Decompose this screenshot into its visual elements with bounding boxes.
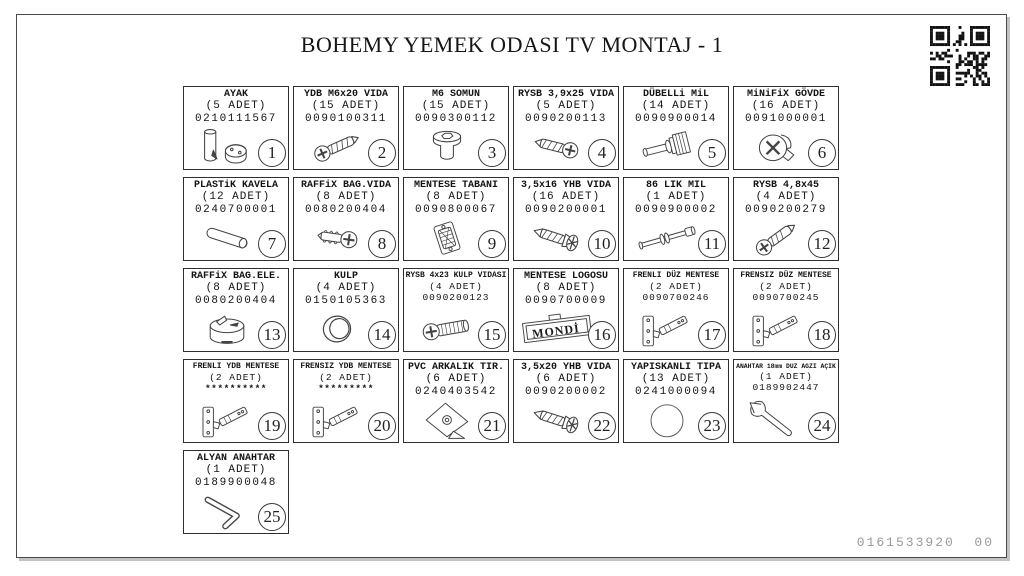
qr-code-icon bbox=[930, 26, 990, 86]
part-code: 0090200001 bbox=[524, 203, 607, 216]
part-cell bbox=[293, 268, 399, 352]
part-cell bbox=[623, 86, 729, 170]
part-illustration bbox=[407, 126, 487, 168]
part-number-badge: 3 bbox=[478, 139, 506, 167]
part-cell bbox=[733, 268, 839, 352]
part-code: 0210111567 bbox=[194, 112, 277, 125]
part-qty: (1 ADET) bbox=[759, 371, 813, 382]
part-name: MENTESE LOGOSU bbox=[523, 271, 608, 282]
part-cell bbox=[183, 86, 289, 170]
part-number-badge: 25 bbox=[258, 503, 286, 531]
part-number-badge: 8 bbox=[368, 230, 396, 258]
part-illustration bbox=[297, 308, 377, 350]
part-qty: (6 ADET) bbox=[425, 373, 487, 385]
part-cell bbox=[733, 86, 839, 170]
part-code: 0090200113 bbox=[524, 112, 607, 125]
part-qty: (2 ADET) bbox=[759, 281, 813, 292]
part-illustration bbox=[627, 399, 707, 441]
part-name: 3,5x20 YHB VIDA bbox=[520, 362, 611, 373]
part-qty: (8 ADET) bbox=[535, 282, 597, 294]
part-illustration bbox=[187, 126, 267, 168]
part-illustration bbox=[737, 217, 817, 259]
part-number-badge: 23 bbox=[698, 412, 726, 440]
part-cell bbox=[183, 268, 289, 352]
part-qty: (8 ADET) bbox=[315, 191, 377, 203]
part-qty: (4 ADET) bbox=[755, 191, 817, 203]
part-number-badge: 16 bbox=[588, 321, 616, 349]
part-cell bbox=[623, 177, 729, 261]
page-title: BOHEMY YEMEK ODASI TV MONTAJ - 1 bbox=[300, 32, 724, 57]
part-code: ********* bbox=[318, 383, 374, 394]
part-cell bbox=[183, 359, 289, 443]
part-code: 0090200279 bbox=[744, 203, 827, 216]
parts-grid bbox=[183, 86, 839, 534]
doc-number: 0161533920 00 bbox=[856, 535, 994, 550]
part-illustration bbox=[517, 126, 597, 168]
part-qty: (5 ADET) bbox=[205, 100, 267, 112]
part-name: PVC ARKALIK TIR. bbox=[407, 362, 504, 373]
part-illustration bbox=[627, 126, 707, 168]
part-number-badge: 20 bbox=[368, 412, 396, 440]
part-cell bbox=[623, 268, 729, 352]
part-code: 0090700009 bbox=[524, 294, 607, 307]
part-qty: (2 ADET) bbox=[319, 372, 373, 383]
part-name: 86 LIK MIL bbox=[645, 180, 706, 191]
part-illustration bbox=[517, 399, 597, 441]
part-qty: (1 ADET) bbox=[645, 191, 707, 203]
part-code: 0090900014 bbox=[634, 112, 717, 125]
part-cell bbox=[403, 86, 509, 170]
part-cell bbox=[733, 359, 839, 443]
part-qty: (16 ADET) bbox=[751, 100, 821, 112]
part-number-badge: 7 bbox=[258, 230, 286, 258]
part-illustration bbox=[407, 399, 487, 441]
part-name: RYSB 3,9x25 VIDA bbox=[517, 89, 614, 100]
part-cell bbox=[733, 177, 839, 261]
part-number-badge: 1 bbox=[258, 139, 286, 167]
part-code: 0090200123 bbox=[422, 292, 490, 303]
part-name: MENTESE TABANI bbox=[413, 180, 498, 191]
part-name: 3,5x16 YHB VIDA bbox=[520, 180, 611, 191]
part-cell bbox=[513, 268, 619, 352]
part-qty: (14 ADET) bbox=[641, 100, 711, 112]
part-cell bbox=[513, 177, 619, 261]
part-cell bbox=[183, 450, 289, 534]
part-name: ANAHTAR 18mm DUZ AGZI AÇIK bbox=[736, 363, 836, 370]
part-illustration bbox=[187, 308, 267, 350]
part-number-badge: 12 bbox=[808, 230, 836, 258]
part-qty: (4 ADET) bbox=[315, 282, 377, 294]
part-qty: (5 ADET) bbox=[535, 100, 597, 112]
part-number-badge: 13 bbox=[258, 321, 286, 349]
part-code: ********** bbox=[204, 383, 267, 394]
part-illustration bbox=[737, 399, 817, 441]
part-number-badge: 17 bbox=[698, 321, 726, 349]
part-code: 0090300112 bbox=[414, 112, 497, 125]
part-number-badge: 6 bbox=[808, 139, 836, 167]
part-number-badge: 22 bbox=[588, 412, 616, 440]
part-qty: (6 ADET) bbox=[535, 373, 597, 385]
logo-plate-text: MONDİ bbox=[531, 321, 581, 341]
part-code: 0090900002 bbox=[634, 203, 717, 216]
part-illustration bbox=[407, 308, 487, 350]
part-number-badge: 9 bbox=[478, 230, 506, 258]
part-cell bbox=[293, 177, 399, 261]
part-qty: (2 ADET) bbox=[209, 372, 263, 383]
part-cell bbox=[513, 359, 619, 443]
part-illustration bbox=[627, 308, 707, 350]
part-number-badge: 19 bbox=[258, 412, 286, 440]
part-illustration bbox=[517, 217, 597, 259]
part-cell bbox=[513, 86, 619, 170]
part-qty: (15 ADET) bbox=[311, 100, 381, 112]
part-illustration bbox=[627, 217, 707, 259]
part-number-badge: 4 bbox=[588, 139, 616, 167]
part-number-badge: 21 bbox=[478, 412, 506, 440]
part-cell bbox=[293, 359, 399, 443]
part-number-badge: 5 bbox=[698, 139, 726, 167]
part-qty: (16 ADET) bbox=[531, 191, 601, 203]
part-code: 0090800067 bbox=[414, 203, 497, 216]
part-name: FRENSIZ YDB MENTESE bbox=[300, 362, 392, 371]
part-number-badge: 18 bbox=[808, 321, 836, 349]
part-code: 0090200002 bbox=[524, 385, 607, 398]
part-illustration bbox=[297, 399, 377, 441]
part-name: YAPISKANLI TIPA bbox=[630, 362, 721, 373]
part-qty: (2 ADET) bbox=[649, 281, 703, 292]
part-name: FRENSIZ DÜZ MENTESE bbox=[740, 271, 832, 280]
part-code: 0189900048 bbox=[194, 476, 277, 489]
part-name: M6 SOMUN bbox=[431, 89, 480, 100]
part-qty: (12 ADET) bbox=[201, 191, 271, 203]
part-qty: (15 ADET) bbox=[421, 100, 491, 112]
part-number-badge: 24 bbox=[808, 412, 836, 440]
part-code: 0241000094 bbox=[634, 385, 717, 398]
part-number-badge: 10 bbox=[588, 230, 616, 258]
part-qty: (8 ADET) bbox=[425, 191, 487, 203]
part-illustration bbox=[187, 399, 267, 441]
part-code: 0189902447 bbox=[752, 382, 820, 393]
part-name: RYSB 4x23 KULP VIDASI bbox=[405, 271, 507, 280]
part-illustration bbox=[737, 308, 817, 350]
part-cell bbox=[623, 359, 729, 443]
part-name: RAFFiX BAG.ELE. bbox=[190, 271, 281, 282]
part-number-badge: 14 bbox=[368, 321, 396, 349]
part-name: FRENLI DÜZ MENTESE bbox=[632, 271, 720, 280]
part-code: 0091000001 bbox=[744, 112, 827, 125]
part-code: 0090100311 bbox=[304, 112, 387, 125]
part-name: DÜBELLi MiL bbox=[642, 89, 709, 100]
part-cell bbox=[403, 177, 509, 261]
part-code: 0240403542 bbox=[414, 385, 497, 398]
part-name: KULP bbox=[333, 271, 358, 282]
part-cell bbox=[183, 177, 289, 261]
part-number-badge: 15 bbox=[478, 321, 506, 349]
part-qty: (8 ADET) bbox=[205, 282, 267, 294]
part-cell bbox=[293, 86, 399, 170]
part-name: FRENLI YDB MENTESE bbox=[192, 362, 280, 371]
part-code: 0090700246 bbox=[642, 292, 710, 303]
part-name: ALYAN ANAHTAR bbox=[196, 453, 275, 464]
part-illustration bbox=[737, 126, 817, 168]
part-illustration bbox=[407, 217, 487, 259]
part-name: AYAK bbox=[223, 89, 248, 100]
part-qty: (1 ADET) bbox=[205, 464, 267, 476]
part-code: 0080200404 bbox=[194, 294, 277, 307]
part-name: RAFFiX BAG.VIDA bbox=[300, 180, 391, 191]
part-name: RYSB 4,8x45 bbox=[752, 180, 819, 191]
part-number-badge: 11 bbox=[698, 230, 726, 258]
part-name: PLASTiK KAVELA bbox=[193, 180, 278, 191]
part-code: 0240700001 bbox=[194, 203, 277, 216]
part-name: MiNiFiX GÖVDE bbox=[746, 89, 825, 100]
part-illustration bbox=[187, 217, 267, 259]
part-cell bbox=[403, 268, 509, 352]
part-code: 0090700245 bbox=[752, 292, 820, 303]
part-name: YDB M6x20 VIDA bbox=[303, 89, 388, 100]
part-illustration bbox=[187, 490, 267, 532]
part-qty: (13 ADET) bbox=[641, 373, 711, 385]
part-illustration bbox=[297, 217, 377, 259]
part-qty: (4 ADET) bbox=[429, 281, 483, 292]
part-cell bbox=[403, 359, 509, 443]
part-number-badge: 2 bbox=[368, 139, 396, 167]
part-code: 0080200404 bbox=[304, 203, 387, 216]
part-code: 0150105363 bbox=[304, 294, 387, 307]
part-illustration bbox=[297, 126, 377, 168]
